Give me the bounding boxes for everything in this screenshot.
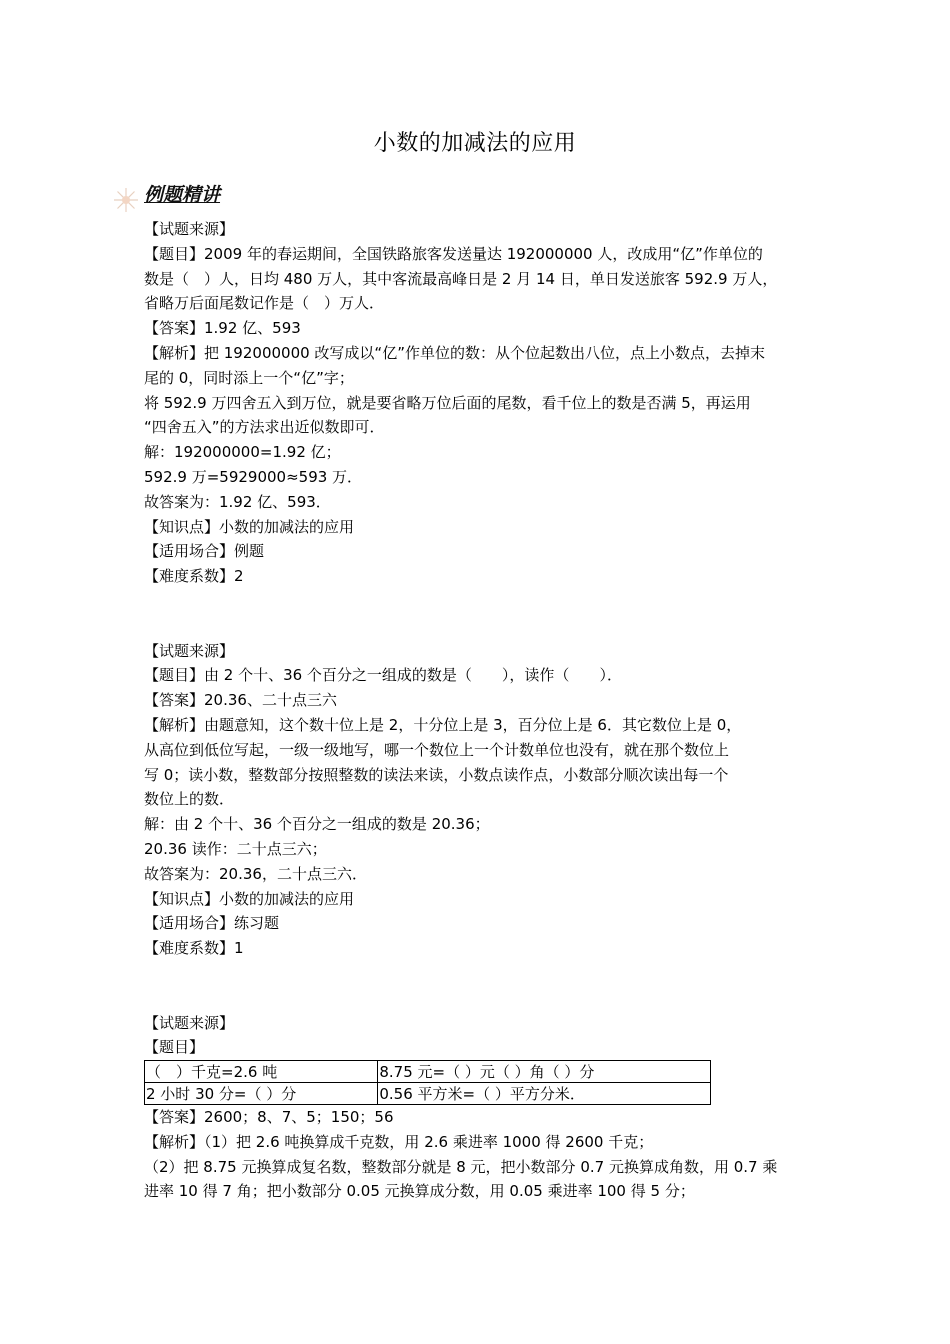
question-knowledge: 【知识点】小数的加减法的应用 (144, 517, 355, 536)
question-explanation: 写 0；读小数，整数部分按照整数的读法来读，小数点读作点，小数部分顺次读出每一个 (144, 765, 729, 784)
question-explanation: 数位上的数． (144, 790, 235, 809)
conversion-table (144, 1060, 711, 1105)
question-difficulty: 【难度系数】2 (144, 567, 244, 586)
table-cell: 0.56 平方米=（ ）平方分米． (378, 1083, 711, 1105)
section-label: 例题精讲 (144, 184, 221, 206)
question-explanation: 解：192000000=1.92 亿； (144, 443, 341, 462)
question-block-2 (144, 639, 810, 961)
table-row (145, 1083, 711, 1105)
question-explanation: 【解析】（1）把 2.6 吨换算成千克数，用 2.6 乘进率 1000 得 2600 千克； (144, 1132, 654, 1151)
question-explanation: 故答案为：20.36，二十点三六． (144, 864, 367, 883)
table-cell: （ ）千克=2.6 吨 (145, 1061, 378, 1083)
table-row (145, 1061, 711, 1083)
question-explanation: 尾的 0，同时添上一个“亿”字； (144, 368, 354, 387)
question-stem: 【题目】由 2 个十、36 个百分之一组成的数是（ ），读作（ ）． (144, 666, 622, 685)
question-answer: 【答案】1.92 亿、593 (144, 319, 301, 338)
question-explanation: 从高位到低位写起，一级一级地写，哪一个数位上一个计数单位也没有，就在那个数位上 (144, 740, 730, 759)
question-stem: 【题目】2009 年的春运期间，全国铁路旅客发送量达 192000000 人，改成用“亿”作单位的 (144, 244, 763, 263)
question-explanation: 【解析】把 192000000 改写成以“亿”作单位的数：从个位起数出八位，点上小数点，去掉末 (144, 343, 765, 362)
question-stem: 【题目】 (144, 1038, 205, 1057)
question-explanation: 20.36 读作：二十点三六； (144, 839, 327, 858)
question-explanation: 592.9 万=5929000≈593 万． (144, 467, 363, 486)
question-source: 【试题来源】 (144, 641, 235, 660)
question-explanation: 解：由 2 个十、36 个百分之一组成的数是 20.36； (144, 815, 490, 834)
question-source: 【试题来源】 (144, 220, 235, 238)
question-answer: 【答案】2600；8、7、5；150；56 (144, 1108, 394, 1127)
question-source: 【试题来源】 (144, 1013, 235, 1032)
question-explanation: “四舍五入”的方法求出近似数即可． (144, 418, 385, 437)
spacer (144, 961, 810, 1011)
page-title: 小数的加减法的应用 (373, 131, 577, 156)
question-difficulty: 【难度系数】1 (144, 939, 244, 958)
spacer (144, 589, 810, 639)
question-explanation: （2）把 8.75 元换算成复名数，整数部分就是 8 元，把小数部分 0.7 元换算成角数，用 0.7 乘 (144, 1157, 778, 1176)
question-explanation: 故答案为：1.92 亿、593． (144, 492, 331, 511)
question-stem: 数是（ ）人，日均 480 万人，其中客流最高峰日是 2 月 14 日，单日发送旅客 592.9 万人， (144, 269, 778, 288)
question-answer: 【答案】20.36、二十点三六 (144, 691, 337, 710)
question-knowledge: 【知识点】小数的加减法的应用 (144, 889, 355, 908)
document-content (144, 217, 810, 1204)
question-block-1 (144, 217, 810, 589)
question-scene: 【适用场合】练习题 (144, 914, 280, 933)
question-scene: 【适用场合】例题 (144, 542, 265, 561)
sparkle-icon (112, 186, 140, 214)
question-explanation: 【解析】由题意知，这个数十位上是 2，十分位上是 3，百分位上是 6．其它数位上是 0， (144, 715, 742, 734)
question-block-3 (144, 1011, 810, 1205)
table-cell: 2 小时 30 分=（ ）分 (145, 1083, 378, 1105)
question-explanation: 将 592.9 万四舍五入到万位，就是要省略万位后面的尾数，看千位上的数是否满 5，再运用 (144, 393, 751, 412)
question-explanation: 进率 10 得 7 角；把小数部分 0.05 元换算成分数，用 0.05 乘进率 100 得 5 分； (144, 1182, 695, 1201)
question-stem: 省略万后面尾数记作是（ ）万人． (144, 294, 385, 313)
table-cell: 8.75 元=（ ）元（ ）角（ ）分 (378, 1061, 711, 1083)
